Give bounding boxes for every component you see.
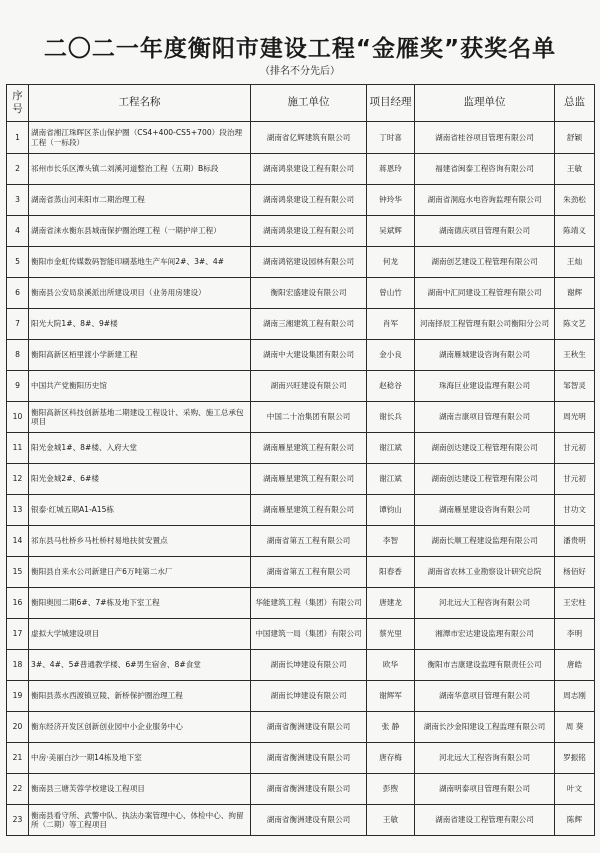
row-contractor: 湖南兴旺建设有限公司 — [251, 371, 367, 402]
table-row — [7, 122, 595, 154]
row-project-name: 阳光大院1#、8#、9#楼 — [29, 309, 251, 340]
row-contractor: 中国建筑一局（集团）有限公司 — [251, 619, 367, 650]
table-row — [7, 650, 595, 681]
table-row — [7, 495, 595, 526]
row-project-manager: 彭煦 — [367, 774, 415, 805]
table-row — [7, 526, 595, 557]
row-supervisor-unit: 湖南中汇同建设工程管理有限公司 — [415, 278, 555, 309]
row-contractor: 湖南省亿辉建筑有限公司 — [251, 122, 367, 154]
row-supervisor-unit: 湖南长沙金阳建设工程监理有限公司 — [415, 712, 555, 743]
row-index: 2 — [7, 154, 29, 185]
row-supervisor-unit: 湖南省建设工程管理有限公司 — [415, 805, 555, 836]
row-index: 21 — [7, 743, 29, 774]
row-project-manager: 欧华 — [367, 650, 415, 681]
row-index: 14 — [7, 526, 29, 557]
row-chief-supervisor: 李明 — [555, 619, 595, 650]
row-project-manager: 蔡光里 — [367, 619, 415, 650]
row-contractor: 湖南鸿泉建设工程有限公司 — [251, 185, 367, 216]
table-row — [7, 371, 595, 402]
row-index: 7 — [7, 309, 29, 340]
row-index: 22 — [7, 774, 29, 805]
row-contractor: 湖南省第五工程有限公司 — [251, 526, 367, 557]
row-supervisor-unit: 湖南华意项目管理有限公司 — [415, 681, 555, 712]
row-contractor: 湖南雁星建筑工程有限公司 — [251, 464, 367, 495]
row-supervisor-unit: 湖南明泰项目管理有限公司 — [415, 774, 555, 805]
row-supervisor-unit: 河北远大工程咨询有限公司 — [415, 588, 555, 619]
table-row — [7, 619, 595, 650]
row-project-name: 衡阳市金虹传媒数码智能印刷基地生产车间2#、3#、4# — [29, 247, 251, 278]
row-supervisor-unit: 湖南雁星建设咨询有限公司 — [415, 495, 555, 526]
row-project-manager: 谢长兵 — [367, 402, 415, 433]
row-contractor: 湖南三湘建筑工程有限公司 — [251, 309, 367, 340]
row-index: 3 — [7, 185, 29, 216]
row-index: 8 — [7, 340, 29, 371]
row-project-manager: 蒋恩玲 — [367, 154, 415, 185]
row-project-name: 阳光金城1#、8#楼、入府大堂 — [29, 433, 251, 464]
row-contractor: 湖南长坤建设有限公司 — [251, 650, 367, 681]
row-chief-supervisor: 叶文 — [555, 774, 595, 805]
table-row — [7, 681, 595, 712]
row-project-manager: 谢辉军 — [367, 681, 415, 712]
row-index: 19 — [7, 681, 29, 712]
row-project-name: 湖南省涞水衡东县城南保护圈治理工程（一期护岸工程） — [29, 216, 251, 247]
row-chief-supervisor: 唐皓 — [555, 650, 595, 681]
row-chief-supervisor: 周志刚 — [555, 681, 595, 712]
header-index: 序号 — [7, 85, 29, 122]
row-project-name: 衡阳高新区栢里渡小学新建工程 — [29, 340, 251, 371]
row-contractor: 湖南鸿泉建设工程有限公司 — [251, 216, 367, 247]
table-row — [7, 402, 595, 433]
row-supervisor-unit: 湘潭市宏达建设监理有限公司 — [415, 619, 555, 650]
row-project-name: 湖南省蒸山河耒阳市二期治理工程 — [29, 185, 251, 216]
row-contractor: 中国二十冶集团有限公司 — [251, 402, 367, 433]
row-index: 16 — [7, 588, 29, 619]
row-supervisor-unit: 湖南创达建设工程管理有限公司 — [415, 464, 555, 495]
row-chief-supervisor: 周 葵 — [555, 712, 595, 743]
row-supervisor-unit: 湖南省桂谷项目管理有限公司 — [415, 122, 555, 154]
row-contractor: 衡阳宏盛建设有限公司 — [251, 278, 367, 309]
row-project-manager: 唐建龙 — [367, 588, 415, 619]
row-project-name: 衡阳高新区科技创新基地二期建设工程设计、采购、施工总承包项目 — [29, 402, 251, 433]
table-row — [7, 278, 595, 309]
row-project-manager: 谢江斌 — [367, 464, 415, 495]
row-contractor: 华能建筑工程（集团）有限公司 — [251, 588, 367, 619]
row-chief-supervisor: 潘贵明 — [555, 526, 595, 557]
table-row — [7, 154, 595, 185]
row-project-name: 阳光金城2#、6#楼 — [29, 464, 251, 495]
row-index: 10 — [7, 402, 29, 433]
row-project-manager: 李智 — [367, 526, 415, 557]
row-contractor: 湖南省衡洲建设有限公司 — [251, 774, 367, 805]
row-chief-supervisor: 王秋生 — [555, 340, 595, 371]
document-title: 二〇二一年度衡阳市建设工程“金雁奖”获奖名单 — [43, 36, 557, 62]
row-project-manager: 钟玲华 — [367, 185, 415, 216]
row-chief-supervisor: 王灿 — [555, 247, 595, 278]
table-row — [7, 805, 595, 836]
row-project-manager: 金小良 — [367, 340, 415, 371]
row-supervisor-unit: 湖南吉康项目管理有限公司 — [415, 402, 555, 433]
row-contractor: 湖南中大建设集团有限公司 — [251, 340, 367, 371]
row-contractor: 湖南省衡洲建设有限公司 — [251, 743, 367, 774]
row-chief-supervisor: 罗振铭 — [555, 743, 595, 774]
row-chief-supervisor: 王宏柱 — [555, 588, 595, 619]
row-project-name: 衡阳县自来水公司新建日产6万吨第二水厂 — [29, 557, 251, 588]
row-supervisor-unit: 湖南创艺建设工程管理有限公司 — [415, 247, 555, 278]
row-supervisor-unit: 湖南省洞庭水电咨询监理有限公司 — [415, 185, 555, 216]
row-chief-supervisor: 舒颖 — [555, 122, 595, 154]
row-contractor: 湖南雁星建筑工程有限公司 — [251, 433, 367, 464]
row-chief-supervisor: 邹智灵 — [555, 371, 595, 402]
row-supervisor-unit: 湖南德庆项目管理有限公司 — [415, 216, 555, 247]
row-project-manager: 肖军 — [367, 309, 415, 340]
row-contractor: 湖南省第五工程有限公司 — [251, 557, 367, 588]
header-supervisor-unit: 监理单位 — [415, 85, 555, 122]
row-chief-supervisor: 陈文艺 — [555, 309, 595, 340]
table-row — [7, 557, 595, 588]
table-row — [7, 774, 595, 805]
row-chief-supervisor: 周光明 — [555, 402, 595, 433]
row-index: 15 — [7, 557, 29, 588]
row-project-manager: 曾山竹 — [367, 278, 415, 309]
row-supervisor-unit: 福建省闽泰工程咨询有限公司 — [415, 154, 555, 185]
table-row — [7, 247, 595, 278]
row-chief-supervisor: 杨佰好 — [555, 557, 595, 588]
table-row — [7, 743, 595, 774]
row-index: 5 — [7, 247, 29, 278]
row-project-manager: 何龙 — [367, 247, 415, 278]
row-supervisor-unit: 衡阳市吉康建设监理有限责任公司 — [415, 650, 555, 681]
row-index: 13 — [7, 495, 29, 526]
row-contractor: 湖南省衡洲建设有限公司 — [251, 805, 367, 836]
table-row — [7, 464, 595, 495]
row-index: 12 — [7, 464, 29, 495]
row-project-manager: 张 静 — [367, 712, 415, 743]
row-index: 11 — [7, 433, 29, 464]
row-project-name: 衡东经济开发区创新创业园中小企业服务中心 — [29, 712, 251, 743]
row-project-name: 银泰·红城五期A1-A15栋 — [29, 495, 251, 526]
row-project-manager: 吴斌辉 — [367, 216, 415, 247]
row-project-manager: 阳春香 — [367, 557, 415, 588]
row-chief-supervisor: 陈辉 — [555, 805, 595, 836]
row-supervisor-unit: 珠海巨业建设监理有限公司 — [415, 371, 555, 402]
row-project-manager: 王敏 — [367, 805, 415, 836]
table-row — [7, 712, 595, 743]
row-contractor: 湖南鸿泉建设工程有限公司 — [251, 154, 367, 185]
row-index: 18 — [7, 650, 29, 681]
row-contractor: 湖南鸿铭建设园林有限公司 — [251, 247, 367, 278]
row-index: 1 — [7, 122, 29, 154]
row-chief-supervisor: 甘元初 — [555, 433, 595, 464]
row-contractor: 湖南长坤建设有限公司 — [251, 681, 367, 712]
table-row — [7, 309, 595, 340]
row-supervisor-unit: 湖南雁城建设咨询有限公司 — [415, 340, 555, 371]
row-index: 4 — [7, 216, 29, 247]
table-row — [7, 433, 595, 464]
row-supervisor-unit: 湖南创达建设工程管理有限公司 — [415, 433, 555, 464]
row-index: 20 — [7, 712, 29, 743]
row-chief-supervisor: 甘功文 — [555, 495, 595, 526]
row-chief-supervisor: 甘元初 — [555, 464, 595, 495]
row-chief-supervisor: 王敏 — [555, 154, 595, 185]
row-project-manager: 谢江斌 — [367, 433, 415, 464]
row-chief-supervisor: 谢辉 — [555, 278, 595, 309]
row-project-name: 衡阳县蒸水西渡镇豆陵、新桥保护圈治理工程 — [29, 681, 251, 712]
row-chief-supervisor: 朱劲松 — [555, 185, 595, 216]
row-index: 17 — [7, 619, 29, 650]
header-chief-supervisor: 总监 — [555, 85, 595, 122]
row-project-name: 3#、4#、5#普通教学楼、6#男生宿舍、8#食堂 — [29, 650, 251, 681]
row-supervisor-unit: 河北远大工程咨询有限公司 — [415, 743, 555, 774]
row-supervisor-unit: 河南择辰工程管理有限公司衡阳分公司 — [415, 309, 555, 340]
table-row — [7, 588, 595, 619]
header-project-manager: 项目经理 — [367, 85, 415, 122]
row-supervisor-unit: 湖南省农林工业勘察设计研究总院 — [415, 557, 555, 588]
row-project-manager: 谭钧山 — [367, 495, 415, 526]
row-project-name: 湖南省湘江珠晖区茶山保护圈（CS4+400-CS5+700）段治理工程（一标段） — [29, 122, 251, 154]
row-project-name: 衡阳奥园二期6#、7#栋及地下室工程 — [29, 588, 251, 619]
header-contractor: 施工单位 — [251, 85, 367, 122]
row-index: 23 — [7, 805, 29, 836]
row-project-name: 祁东县马杜桥乡马杜桥村易地扶贫安置点 — [29, 526, 251, 557]
table-row — [7, 216, 595, 247]
row-supervisor-unit: 湖南长顺工程建设监理有限公司 — [415, 526, 555, 557]
row-project-name: 衡南县公安局泉溪派出所建设项目（业务用房建设） — [29, 278, 251, 309]
row-index: 6 — [7, 278, 29, 309]
row-project-name: 中国共产党衡阳历史馆 — [29, 371, 251, 402]
row-chief-supervisor: 陈靖义 — [555, 216, 595, 247]
row-project-manager: 唐存梅 — [367, 743, 415, 774]
row-project-name: 祁州市长乐区潭头镇二刘溪河道整治工程（五期）B标段 — [29, 154, 251, 185]
row-project-manager: 赵稔谷 — [367, 371, 415, 402]
table-row — [7, 185, 595, 216]
document-subtitle: （排名不分先后） — [260, 66, 340, 77]
table-header-row — [7, 85, 595, 122]
row-project-name: 衡南县三塘芙蓉学校建设工程项目 — [29, 774, 251, 805]
row-project-name: 衡南县看守所、武警中队、执法办案管理中心、体检中心、拘留所（二期）等工程项目 — [29, 805, 251, 836]
table-row — [7, 340, 595, 371]
row-project-name: 虚拟大学城建设项目 — [29, 619, 251, 650]
row-project-manager: 丁时喜 — [367, 122, 415, 154]
row-contractor: 湖南省衡洲建设有限公司 — [251, 712, 367, 743]
award-table — [6, 84, 595, 836]
row-project-name: 中房·美丽白沙一期14栋及地下室 — [29, 743, 251, 774]
header-project-name: 工程名称 — [29, 85, 251, 122]
row-index: 9 — [7, 371, 29, 402]
row-contractor: 湖南雁星建筑工程有限公司 — [251, 495, 367, 526]
